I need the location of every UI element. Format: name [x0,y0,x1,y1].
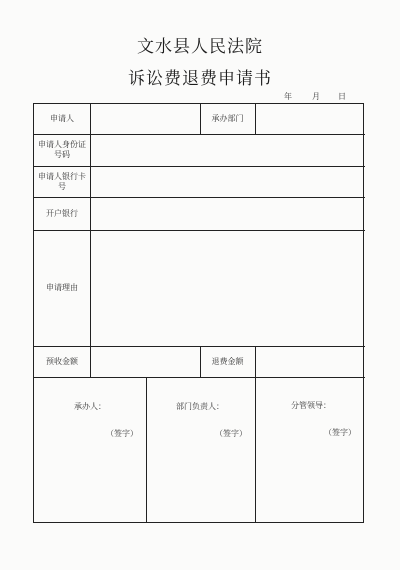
handler-sign-label: （签字） [106,429,138,438]
refund-amount-label: 退费金额 [211,356,244,366]
leader-sign-label: （签字） [324,428,356,437]
prepaid-amount-field[interactable] [91,347,199,376]
id-number-label: 申请人身份证号码 [38,140,86,159]
dept-head-label: 部门负责人： [176,402,224,411]
application-form-table [33,103,364,523]
document-title: 诉讼费退费申请书 [128,69,272,89]
department-label: 承办部门 [211,114,244,123]
column-divider [146,377,147,523]
bank-card-field[interactable] [91,167,364,196]
applicant-label: 申请人 [50,114,74,123]
bank-label: 开户银行 [46,208,78,218]
refund-amount-field[interactable] [256,347,364,376]
reason-field[interactable] [91,231,364,345]
id-number-field[interactable] [91,135,364,165]
prepaid-amount-label: 预收金额 [46,356,78,366]
leader-label: 分管领导： [291,401,331,410]
bank-field[interactable] [91,198,364,229]
row-divider [34,377,365,378]
reason-label: 申请理由 [46,283,78,292]
dept-head-sign-label: （签字） [215,429,247,438]
bank-card-label: 申请人银行卡号 [38,171,86,191]
date-day: 日 [338,92,346,101]
handler-label: 承办人： [74,402,106,411]
column-divider [255,377,256,523]
department-field[interactable] [256,105,364,133]
applicant-field[interactable] [91,105,199,133]
court-name: 文水县人民法院 [137,37,263,57]
date-month: 月 [312,92,320,101]
date-year: 年 [284,92,292,101]
